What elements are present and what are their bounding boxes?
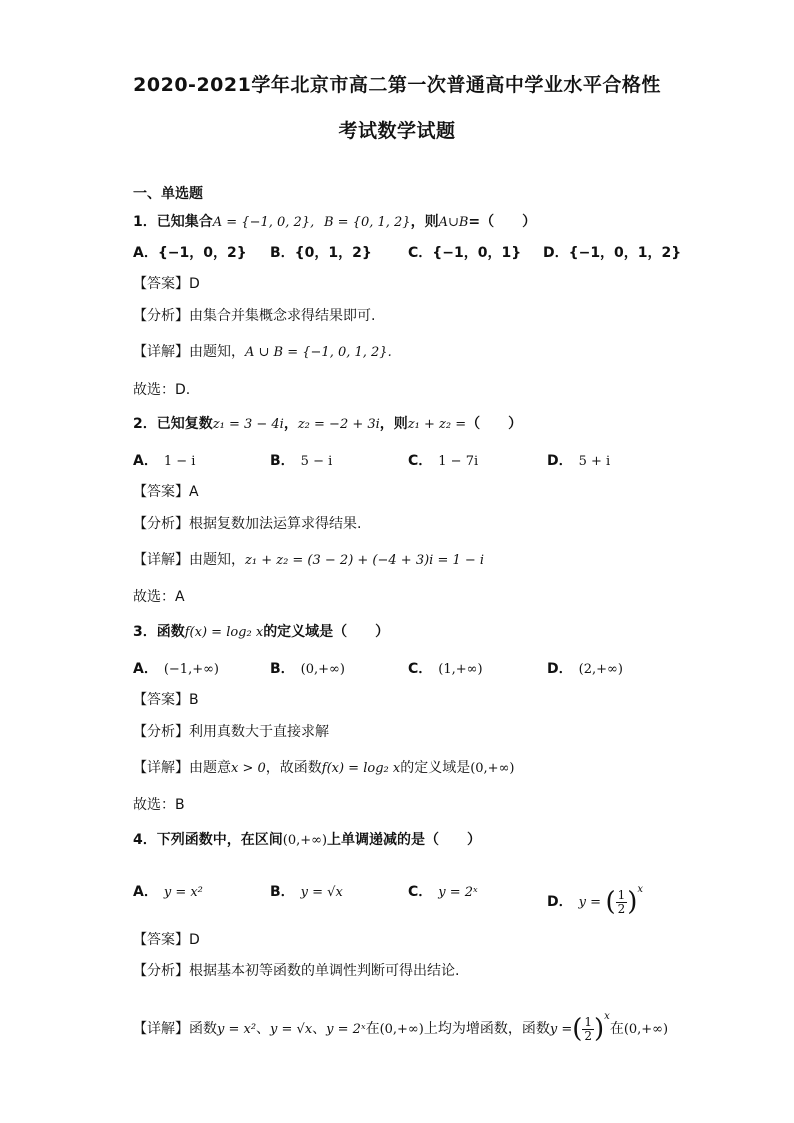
q2-option-c-label: C． [408, 453, 433, 469]
q4-option-d [547, 870, 643, 923]
analysis-label: 【分析】 [133, 724, 189, 740]
q4-option-d-fraction [616, 889, 628, 916]
q2-conclusion: 故选：A [133, 589, 185, 605]
q2-option-d-label: D． [547, 453, 573, 469]
question-3-stem [133, 622, 389, 643]
section-heading: 一、单选题 [133, 186, 203, 202]
q2-option-a-label: A． [133, 453, 158, 469]
q1-option-a: A．{−1，0，2} [133, 245, 247, 261]
answer-label: 【答案】 [133, 484, 189, 500]
q2-option-b-value: 5 − i [300, 454, 333, 469]
question-4-stem [133, 830, 481, 851]
question-1-stem [133, 212, 536, 233]
q3-option-a-value: (−1,+∞) [163, 662, 220, 677]
q4-detail-interval: (0,+∞) [379, 1022, 424, 1037]
q4-option-b [270, 882, 343, 903]
q4-detail-exponent: x [604, 1011, 610, 1022]
q2-detail-formula: z₁ + z₂ = (3 − 2) + (−4 + 3)i = 1 − i [245, 553, 485, 568]
q3-detail [133, 758, 514, 779]
q1-detail [133, 342, 392, 363]
q1-stem-then: ，则 [410, 214, 439, 230]
q4-detail-func-4-prefix: y = [549, 1022, 573, 1037]
q3-analysis [133, 722, 329, 742]
q4-option-d-exponent: x [637, 884, 644, 895]
q4-answer-value: D [189, 932, 200, 948]
q3-detail-domain: (0,+∞) [470, 761, 515, 776]
q2-analysis [133, 514, 361, 534]
q2-sum: z₁ + z₂ = [407, 417, 467, 432]
q3-analysis-text: 利用真数大于直接求解 [189, 724, 329, 740]
q4-option-a-label: A． [133, 884, 158, 900]
fraction-denominator: 2 [617, 901, 626, 916]
q2-stem-then: ，则 [379, 416, 408, 432]
q3-option-c-label: C． [408, 661, 433, 677]
answer-label: 【答案】 [133, 276, 189, 292]
q4-detail-func-3: y = 2ˣ [326, 1022, 366, 1037]
q4-detail [133, 997, 668, 1050]
q2-option-a-value: 1 − i [163, 454, 196, 469]
q2-analysis-text: 根据复数加法运算求得结果. [189, 516, 362, 532]
q4-option-b-value: y = √x [300, 885, 343, 900]
q4-option-b-label: B． [270, 884, 295, 900]
q2-detail-text: 由题知， [189, 552, 245, 568]
q2-option-c [408, 451, 478, 472]
q3-option-d-label: D． [547, 661, 573, 677]
analysis-label: 【分析】 [133, 516, 189, 532]
q1-option-d: D．{−1，0，1，2} [543, 245, 682, 261]
q3-answer [133, 690, 199, 710]
q3-detail-condition: x > 0 [231, 761, 266, 776]
q4-detail-text-d: 在 [609, 1021, 624, 1037]
q3-function: f(x) = log₂ x [184, 625, 264, 640]
q2-z1: z₁ = 3 − 4i [212, 417, 284, 432]
left-paren: ( [572, 1014, 583, 1044]
q4-detail-func-1: y = x² [217, 1022, 257, 1037]
detail-label: 【详解】 [133, 552, 189, 568]
q1-option-b: B．{0，1，2} [270, 245, 372, 261]
q1-analysis [133, 306, 375, 326]
q2-option-b-label: B． [270, 453, 295, 469]
right-paren: ) [627, 887, 638, 917]
q2-answer [133, 482, 199, 502]
q3-stem-rest: 的定义域是（ ） [263, 624, 390, 640]
fraction-numerator: 1 [584, 1014, 593, 1029]
q3-conclusion: 故选：B [133, 797, 185, 813]
q4-option-a [133, 882, 203, 903]
detail-label: 【详解】 [133, 760, 189, 776]
q4-analysis [133, 961, 459, 981]
q4-detail-interval-2: (0,+∞) [623, 1022, 669, 1037]
q3-option-a [133, 659, 219, 680]
q3-option-c-value: (1,+∞) [438, 662, 483, 677]
q4-detail-text-c: 上均为增函数，函数 [423, 1021, 550, 1037]
q3-option-a-label: A． [133, 661, 158, 677]
q3-detail-function: f(x) = log₂ x [321, 761, 401, 776]
q4-stem-text: 4．下列函数中，在区间 [133, 832, 283, 848]
q3-answer-value: B [189, 692, 199, 708]
q2-stem-blank: （ ） [466, 416, 523, 432]
q4-option-d-label: D． [547, 894, 573, 910]
document-title-line1: 2020-2021学年北京市高二第一次普通高中学业水平合格性 [133, 74, 661, 96]
q1-stem-blank: =（ ） [468, 214, 537, 230]
q1-option-c: C．{−1，0，1} [408, 245, 522, 261]
q1-set-a: A = {−1, 0, 2}, [212, 215, 315, 230]
q2-z2: z₂ = −2 + 3i [297, 417, 380, 432]
q4-detail-func-2: y = √x [270, 1022, 313, 1037]
q3-detail-text-a: 由题意 [189, 760, 231, 776]
q3-option-b-label: B． [270, 661, 295, 677]
q4-interval: (0,+∞) [282, 833, 328, 848]
q1-detail-formula: A ∪ B = {−1, 0, 1, 2}. [245, 345, 392, 360]
q2-stem-text: 2．已知复数 [133, 416, 213, 432]
q4-detail-text-b: 在 [365, 1021, 380, 1037]
q4-detail-fraction [582, 1016, 594, 1043]
left-paren: ( [605, 887, 616, 917]
detail-label: 【详解】 [133, 1021, 189, 1037]
q3-option-b [270, 659, 345, 680]
q1-set-b: B = {0, 1, 2} [323, 215, 411, 230]
q4-detail-sep-1: 、 [256, 1021, 271, 1037]
q3-option-c [408, 659, 483, 680]
q1-union: A∪B [438, 215, 469, 230]
detail-label: 【详解】 [133, 344, 189, 360]
q4-analysis-text: 根据基本初等函数的单调性判断可得出结论. [189, 963, 460, 979]
answer-label: 【答案】 [133, 932, 189, 948]
q4-option-c-label: C． [408, 884, 433, 900]
analysis-label: 【分析】 [133, 963, 189, 979]
q2-option-d [547, 451, 610, 472]
fraction-numerator: 1 [617, 887, 626, 902]
q2-detail [133, 550, 484, 571]
q2-option-a [133, 451, 195, 472]
q3-option-b-value: (0,+∞) [300, 662, 345, 677]
answer-label: 【答案】 [133, 692, 189, 708]
q1-detail-text: 由题知， [189, 344, 245, 360]
q4-detail-sep-2: 、 [312, 1021, 327, 1037]
right-paren: ) [594, 1014, 605, 1044]
q2-option-b [270, 451, 332, 472]
q3-option-d [547, 659, 623, 680]
q3-detail-text-b: ，故函数 [265, 760, 322, 776]
q4-option-c [408, 882, 478, 903]
q1-stem-text: 1．已知集合 [133, 214, 213, 230]
q2-answer-value: A [189, 484, 199, 500]
q3-detail-text-c: 的定义域是 [400, 760, 471, 776]
q3-option-d-value: (2,+∞) [578, 662, 623, 677]
question-2-stem [133, 414, 522, 435]
q3-stem-text: 3．函数 [133, 624, 185, 640]
q1-analysis-text: 由集合并集概念求得结果即可. [189, 308, 376, 324]
q2-sep: ， [283, 416, 298, 432]
q4-option-c-value: y = 2ˣ [438, 885, 478, 900]
q4-detail-text-a: 函数 [189, 1021, 217, 1037]
q2-option-c-value: 1 − 7i [438, 454, 479, 469]
q4-answer [133, 930, 200, 950]
q4-stem-rest: 上单调递减的是（ ） [327, 832, 482, 848]
q1-conclusion: 故选：D. [133, 382, 191, 398]
q2-option-d-value: 5 + i [578, 454, 611, 469]
fraction-denominator: 2 [584, 1028, 593, 1043]
q4-option-d-prefix: y = [578, 895, 601, 910]
q1-answer [133, 274, 200, 294]
q4-option-a-value: y = x² [163, 885, 203, 900]
analysis-label: 【分析】 [133, 308, 189, 324]
document-title-line2: 考试数学试题 [338, 120, 456, 142]
q1-answer-value: D [189, 276, 200, 292]
